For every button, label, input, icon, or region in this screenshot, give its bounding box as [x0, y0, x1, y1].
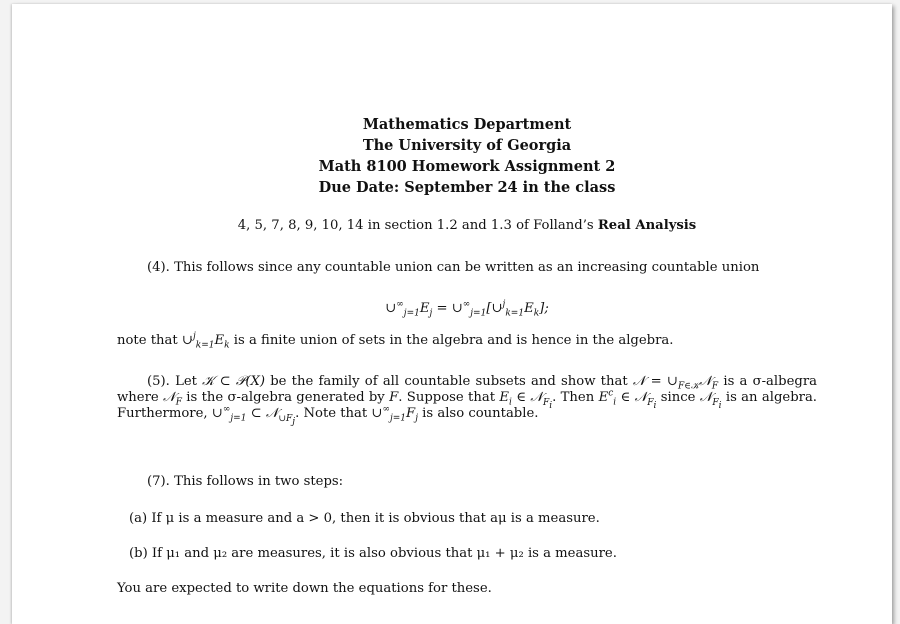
- closing-note: You are expected to write down the equations for these.: [117, 581, 492, 596]
- department-line: Mathematics Department: [362, 116, 572, 133]
- problem-7-part-b: (b) If μ₁ and μ₂ are measures, it is also obvious that μ₁ + μ₂ is a measure.: [129, 546, 617, 561]
- problem-4-equation: $\cup^\infty_{j=1}E_j$ = $\cup^\infty_{j=1}[\cup^j_{k=1}E_k]$;: [385, 299, 549, 319]
- problem-7-intro: (7). This follows in two steps:: [147, 474, 344, 489]
- problem-7-part-a: (a) If μ is a measure and a > 0, then it is obvious that aμ is a measure.: [129, 511, 600, 526]
- document-header: [117, 114, 817, 198]
- due-date-line: Due Date: September 24 in the class: [318, 179, 616, 196]
- university-line: The University of Georgia: [362, 137, 572, 154]
- assignment-title: Math 8100 Homework Assignment 2: [318, 158, 616, 175]
- book-title: Real Analysis: [597, 218, 697, 233]
- problem-4-text: (4). This follows since any countable union can be written as an increasing countable union: [147, 260, 760, 275]
- problem-4-note: note that $\cup^j_{k=1}E_k$ is a finite union of sets in the algebra and is hence in the algebra.: [117, 331, 674, 351]
- problem-5-text: (5). Let 𝒦 ⊂ 𝒫(X) be the family of all countable subsets and show that 𝒩 = $\cup_{F\in 𝒦}𝒩_F$ is a σ-albegra where 𝒩$_F$ is the σ-algebra generated by F. Suppose that $E_i$ ∈ 𝒩$_{F_i}$. Then $E^c_i$ ∈ 𝒩$_{F_i}$ since 𝒩$_{F_i}$ is an algebra. Furthermore, $\cup^\infty_{j=1}$ ⊂ 𝒩$_{\cup F_j}$. Note that $\cup^\infty_{j=1}F_j$ is also countable.: [117, 374, 818, 427]
- document-page: [12, 4, 892, 624]
- assignment-problems: 4, 5, 7, 8, 9, 10, 14 in section 1.2 and 1.3 of Folland’s Real Analysis: [237, 218, 697, 233]
